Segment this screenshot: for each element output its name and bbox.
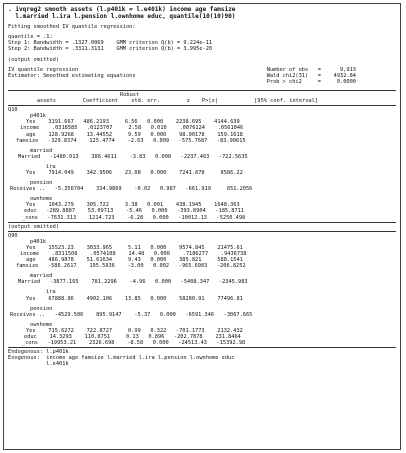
q10-row: Yes 1043.279 305.722 3.38 0.001 438.1945 1648.363 — [26, 202, 240, 209]
q90-row: Receives .. -4529.506 895.9147 -5.37 0.000 -6591.346 -3067.665 — [10, 311, 253, 318]
q10-ira: ira — [46, 163, 56, 170]
header-assets: assets — [36, 98, 56, 105]
q90-row: educ 14.3293 110.8751 0.13 0.896 -202.7878 231.8464 — [24, 334, 241, 341]
header-ci: [95% conf. interval] — [254, 98, 318, 105]
quantile-line: quantile = .1: — [8, 34, 53, 41]
q90-row: income .8311508 .0574108 14.48 0.000 .7186277 .9436738 — [20, 251, 247, 257]
step2-line: Step 2: Bandwidth = .3311.3131 GMM criterion Q(b) = 3.995e-20 — [8, 46, 213, 53]
regression-title: IV quantile regression — [8, 66, 79, 73]
q10-pension: pension — [30, 180, 53, 187]
endogenous-line: Endogenous: l.p401k — [8, 349, 69, 356]
command-line-1: . ivqreg2 smooth assets (l.p401k = l.e401k) income age famsize — [8, 6, 236, 13]
regression-summary — [8, 67, 396, 85]
prob-line: Prob > chi2 = 0.0000 — [266, 78, 356, 85]
q90-row: Yes 67888.86 4902.106 13.85 0.000 58280.91 77496.81 — [26, 295, 243, 302]
q10-row: _cons -7631.313 1214.723 -6.28 0.000 -10012.13 -5250.498 — [22, 214, 246, 221]
q10-row: Yes 3191.667 486.2193 6.56 0.000 2238.695 4144.639 — [26, 119, 240, 126]
header-row — [8, 98, 396, 104]
header-se: std. err. — [131, 98, 160, 105]
header-coef: Coefficient — [82, 98, 118, 105]
header-z: z — [186, 98, 190, 105]
output-omitted-2: (output omitted) — [8, 223, 60, 230]
q90-p401k: p401k — [30, 238, 46, 245]
q90-row: Married -3877.165 781.2296 -4.96 0.000 -5408.347 -2345.983 — [18, 279, 248, 286]
estimator-line: Estimator: Smoothed estimating equations — [8, 72, 136, 79]
q90-pension: pension — [30, 305, 53, 312]
command-line-2: l.married l.ira l.pension l.ownhome educ, quantile(10(10)90) — [8, 12, 236, 20]
q90-row: famsize -586.2617 195.5936 -3.00 0.002 -965.6983 -206.8252 — [16, 263, 246, 270]
q10-ownhome: ownhome — [30, 196, 53, 203]
q90-row: _cons -19953.21 2326.698 -8.58 0.000 -24513.43 -15392.98 — [22, 340, 246, 347]
header-robust: Robust — [120, 91, 140, 98]
stata-output-window — [3, 3, 401, 450]
wald-line: Wald chi2(31) = 4932.84 — [266, 72, 356, 79]
q10-row: income .0318585 .0123707 2.58 0.010 .0076124 .0561046 — [20, 125, 244, 132]
q10-row: famsize -329.8374 125.4774 -2.63 0.009 -575.7687 -83.90615 — [16, 137, 246, 144]
q90-row: Yes 15523.23 3033.965 5.11 0.000 9574.845 21475.61 — [26, 244, 243, 251]
q90-married: married — [30, 273, 53, 280]
q10-row: Married -1480.013 386.4611 -3.83 0.000 -2237.463 -722.5635 — [18, 153, 248, 160]
nobs-line: Number of obs = 9,913 — [266, 66, 356, 73]
step1-line: Step 1: Bandwidth = .1327.0069 GMM criterion Q(b) = 9.224e-11 — [8, 40, 213, 47]
q10-row: age 128.9268 13.44552 9.59 0.000 98.90178 159.1618 — [26, 131, 243, 138]
results-table — [8, 90, 396, 348]
output-omitted-1: (output omitted) — [8, 56, 60, 63]
exogenous-line-1: Exogenous: income age famsize l.married l.ira l.pension l.ownhome educ — [8, 355, 235, 362]
fitting-message: Fitting smoothed IV quantile regression: — [8, 24, 136, 31]
q90-label: Q90 — [8, 232, 18, 239]
q10-row: Yes 7914.049 342.9506 23.08 0.000 7241.878 8586.22 — [26, 169, 243, 176]
q10-row: Receives .. -5.356704 334.9869 -0.02 0.987 -661.919 651.2056 — [10, 186, 253, 193]
q10-row: educ -289.8807 53.09713 -5.46 0.000 -393.8904 -185.8711 — [24, 208, 245, 215]
q10-p401k: p401k — [30, 113, 46, 120]
q90-row: Yes 715.6272 722.8727 0.99 0.322 -701.1773 2132.432 — [26, 327, 243, 334]
exogenous-line-2: l.e401k — [8, 361, 69, 368]
q10-label: Q10 — [8, 107, 18, 114]
q10-married: married — [30, 147, 53, 154]
header-p: P>|z| — [202, 98, 218, 105]
q90-ira: ira — [46, 289, 56, 296]
q90-row: age 486.9878 51.61634 9.43 0.000 385.821 588.1541 — [26, 257, 243, 264]
q90-ownhome: ownhome — [30, 321, 53, 328]
